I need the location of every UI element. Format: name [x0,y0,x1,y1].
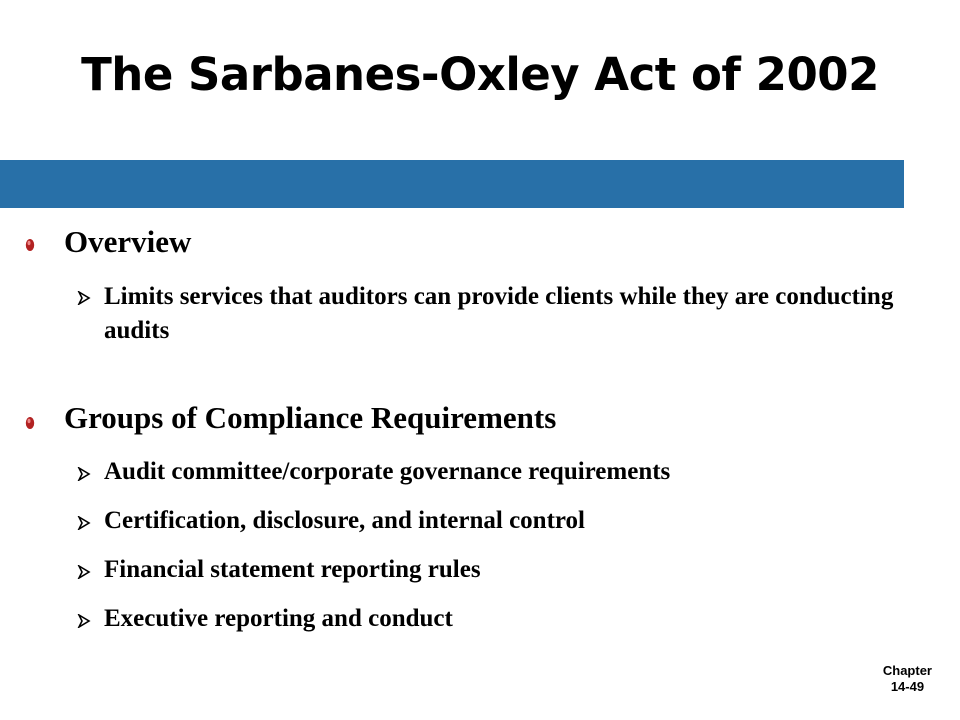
chapter-label: Chapter [882,663,932,678]
list-item: Certification, disclosure, and internal control [104,507,585,534]
arrow-bullet-icon [77,516,91,530]
list-item: Audit committee/corporate governance requirements [104,458,671,485]
arrow-bullet-icon [77,291,91,305]
arrow-bullet-icon [77,565,91,579]
chapter-page-label [883,663,932,695]
page-number: 14-49 [890,679,925,694]
arrow-bullet-icon [77,467,91,481]
arrow-bullet-icon [77,614,91,628]
list-item: Executive reporting and conduct [104,605,453,632]
section-heading-compliance: Groups of Compliance Requirements [64,400,557,435]
title-accent-bar [0,160,904,208]
bullet-icon [25,238,35,252]
slide-title: The Sarbanes-Oxley Act of 2002 [81,48,879,101]
list-item: Financial statement reporting rules [104,556,481,583]
list-item: Limits services that auditors can provide clients while they are conducting audits [104,283,894,344]
bullet-icon [25,416,35,430]
section-heading-overview: Overview [64,224,192,259]
